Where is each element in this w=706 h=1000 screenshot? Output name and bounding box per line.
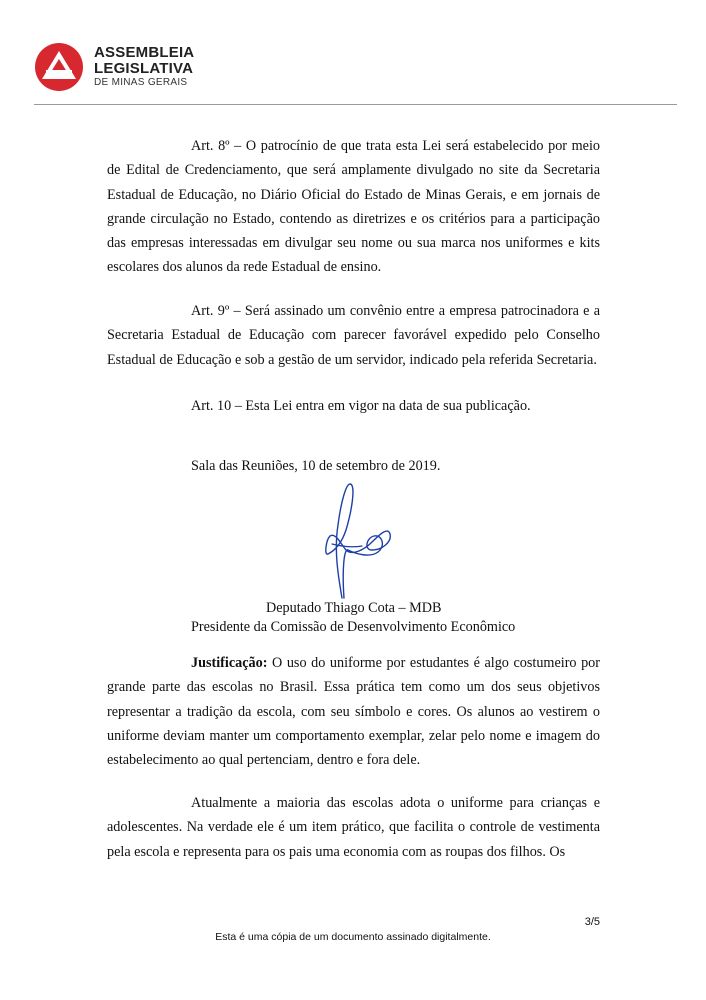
- page-header: [34, 42, 677, 106]
- page-number: 3/5: [584, 916, 600, 928]
- article-10: [107, 394, 600, 418]
- logo-line-3: DE MINAS GERAIS: [94, 77, 188, 88]
- handwritten-signature: [316, 480, 396, 602]
- currently-text: Atualmente a maioria das escolas adota o uniforme para crianças e adolescentes. Na verdade ele é um item prático, que facilita o controle de vestimenta pela escola e representa para os pais uma economia com as roupas dos filhos. Os: [107, 795, 600, 860]
- justification-text: [107, 651, 600, 772]
- signatory-name: Deputado Thiago Cota – MDB: [266, 600, 442, 616]
- article-10-text: Art. 10 – Esta Lei entra em vigor na data de sua publicação.: [191, 398, 531, 414]
- header-divider: [34, 104, 677, 105]
- article-8-text: Art. 8º – O patrocínio de que trata esta Lei será estabelecido por meio de Edital de Credenciamento, que será amplamente divulgado no site da Secretaria Estadual de Educação, no Diário Oficial do Estado de Minas Gerais, e em jornais de grande circulação no Estado, contendo as diretrizes e os critérios para a participação das empresas interessadas em divulgar seu nome ou sua marca nos uniformes e kits escolares dos alunos da rede Estadual de ensino.: [107, 138, 600, 276]
- justification-label: Justificação:: [191, 655, 268, 671]
- justification: [107, 651, 600, 772]
- place-date: [107, 454, 600, 478]
- signatory-role: Presidente da Comissão de Desenvolvimento Econômico: [191, 619, 516, 635]
- assembleia-logo-icon: [34, 42, 90, 92]
- currently-paragraph: [107, 791, 600, 864]
- place-date-text: Sala das Reuniões, 10 de setembro de 2019.: [191, 458, 441, 474]
- logo-line-2: LEGISLATIVA: [94, 60, 194, 77]
- article-9: [107, 299, 600, 372]
- article-8: [107, 134, 600, 280]
- justification-body: O uso do uniforme por estudantes é algo costumeiro por grande parte das escolas no Brasil. Essa prática tem como um dos seus objetivos representar a tradição da escola, com seu símbolo e cores. Os alunos ao vestirem o uniforme deviam manter um comportamento exemplar, zelar pelo nome e imagem do estabelecimento ao qual pertenciam, dentro e fora dele.: [107, 655, 600, 769]
- logo-line-1: ASSEMBLEIA: [94, 44, 195, 61]
- article-9-text: Art. 9º – Será assinado um convênio entre a empresa patrocinadora e a Secretaria Estadual de Educação com parecer favorável expedido pelo Conselho Estadual de Educação e sob a gestão de um servidor, indicado pela referida Secretaria.: [107, 303, 600, 368]
- digital-copy-notice: Esta é uma cópia de um documento assinado digitalmente.: [215, 931, 491, 943]
- logo-wordmark: [94, 45, 194, 89]
